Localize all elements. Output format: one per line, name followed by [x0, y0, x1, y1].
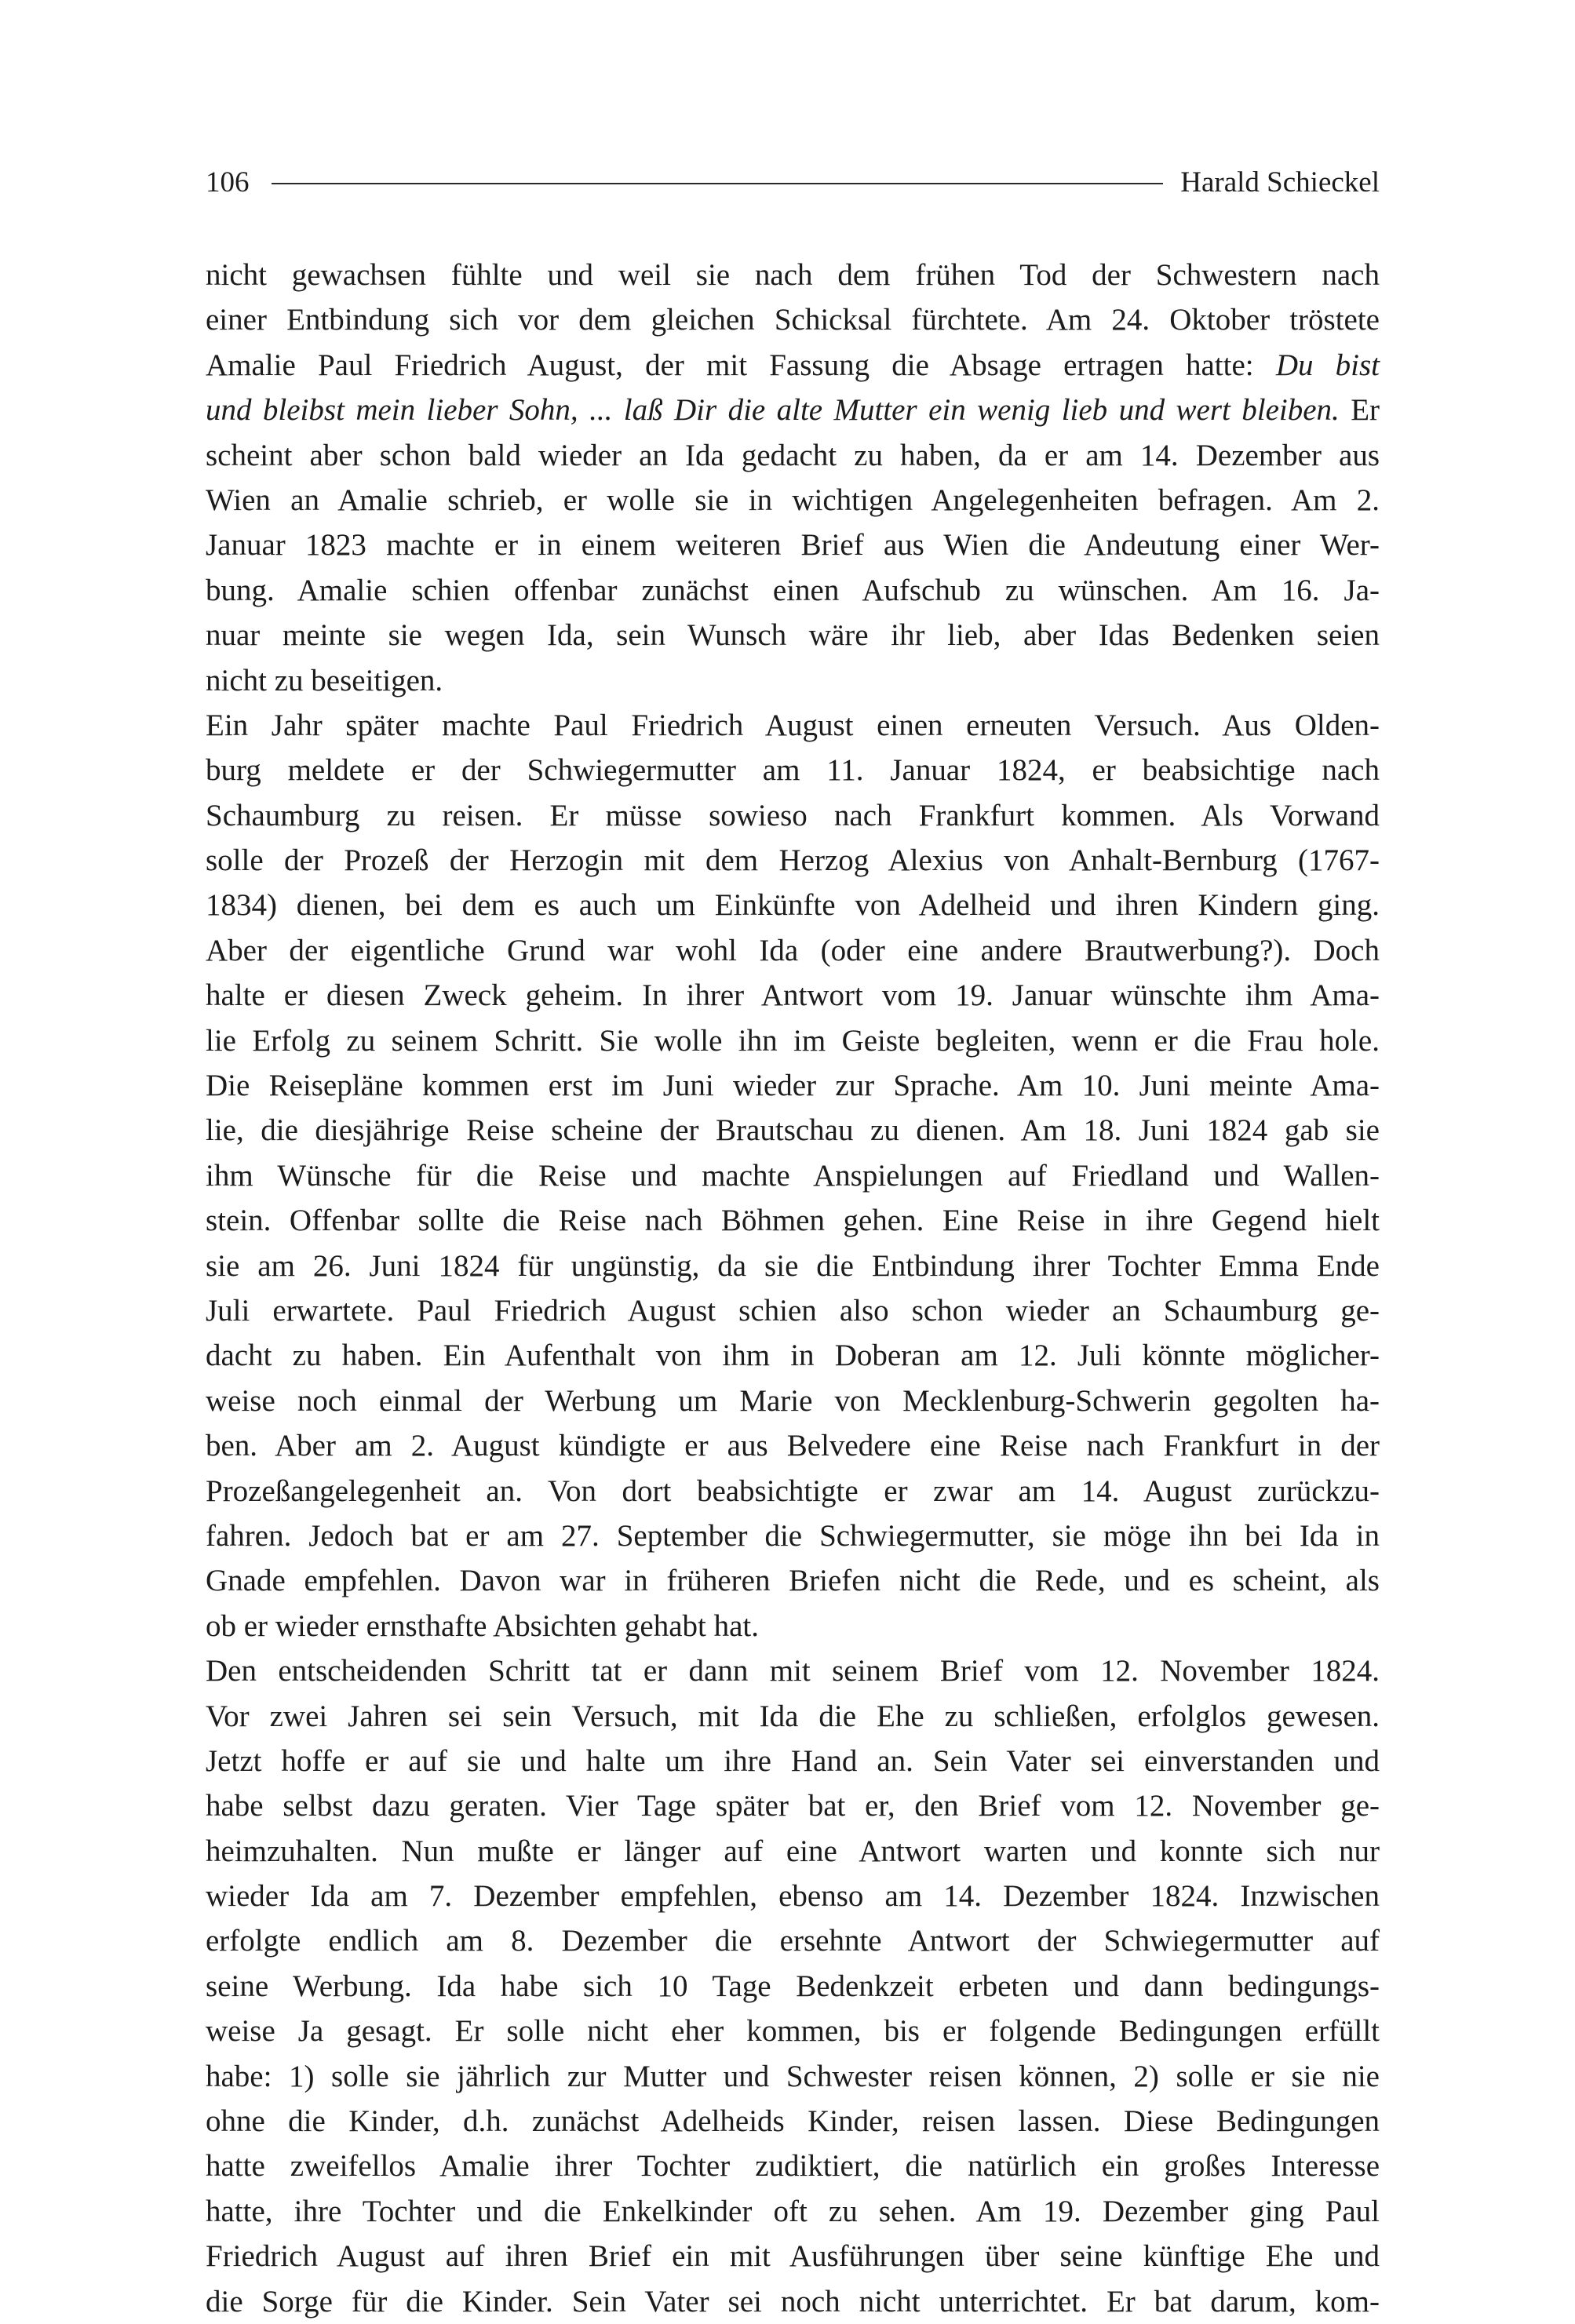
running-author: Harald Schieckel: [1180, 166, 1380, 199]
text-line: Den entscheidenden Schritt tat er dann mit seinem Brief vom 12. November 1824.: [206, 1654, 1380, 1688]
text-line: hatte zweifellos Amalie ihrer Tochter zudiktiert, die natürlich ein großes Interesse: [206, 2149, 1380, 2184]
text-line: einer Entbindung sich vor dem gleichen Schicksal fürchtete. Am 24. Oktober tröstete: [206, 303, 1380, 337]
text-line: fahren. Jedoch bat er am 27. September die Schwiegermutter, sie möge ihn bei Ida in: [206, 1518, 1380, 1553]
text-line: Gnade empfehlen. Davon war in früheren Briefen nicht die Rede, und es scheint, als: [206, 1564, 1380, 1598]
text-line: Amalie Paul Friedrich August, der mit Fassung die Absage ertragen hatte: Du bist: [206, 348, 1380, 382]
text-line: Juli erwartete. Paul Friedrich August schien also schon wieder an Schaumburg ge-: [206, 1293, 1380, 1328]
page-number: 106: [206, 166, 250, 199]
text-line: scheint aber schon bald wieder an Ida gedacht zu haben, da er am 14. Dezember aus: [206, 438, 1380, 472]
body-text: [206, 253, 1380, 2324]
text-line: weise Ja gesagt. Er solle nicht eher kommen, bis er folgende Bedingungen erfüllt: [206, 2014, 1380, 2049]
text-line: habe selbst dazu geraten. Vier Tage später bat er, den Brief vom 12. November ge-: [206, 1789, 1380, 1823]
text-line: 1834) dienen, bei dem es auch um Einkünfte von Adelheid und ihren Kindern ging.: [206, 888, 1380, 923]
text-line: Friedrich August auf ihren Brief ein mit Ausführungen über seine künftige Ehe und: [206, 2239, 1380, 2274]
text-line: Wien an Amalie schrieb, er wolle sie in wichtigen Angelegenheiten befragen. Am 2.: [206, 483, 1380, 517]
text-line: wieder Ida am 7. Dezember empfehlen, ebenso am 14. Dezember 1824. Inzwischen: [206, 1879, 1380, 1914]
text-line: lie, die diesjährige Reise scheine der Brautschau zu dienen. Am 18. Juni 1824 gab sie: [206, 1113, 1380, 1148]
text-line: nicht gewachsen fühlte und weil sie nach dem frühen Tod der Schwestern nach: [206, 258, 1380, 292]
text-line: hatte, ihre Tochter und die Enkelkinder oft zu sehen. Am 19. Dezember ging Paul: [206, 2194, 1380, 2228]
paragraph-end-line: nicht zu beseitigen.: [206, 663, 443, 698]
text-line: solle der Prozeß der Herzogin mit dem Herzog Alexius von Anhalt-Bernburg (1767-: [206, 843, 1380, 878]
text-line: die Sorge für die Kinder. Sein Vater sei noch nicht unterrichtet. Er bat darum, kom-: [206, 2284, 1380, 2319]
text-line: Jetzt hoffe er auf sie und halte um ihre Hand an. Sein Vater sei einverstanden und: [206, 1743, 1380, 1778]
text-line: habe: 1) solle sie jährlich zur Mutter und Schwester reisen können, 2) solle er sie nie: [206, 2059, 1380, 2093]
text-line: ben. Aber am 2. August kündigte er aus Belvedere eine Reise nach Frankfurt in der: [206, 1429, 1380, 1463]
text-line: lie Erfolg zu seinem Schritt. Sie wolle ihn im Geiste begleiten, wenn er die Frau hole.: [206, 1023, 1380, 1058]
text-line: Die Reisepläne kommen erst im Juni wieder zur Sprache. Am 10. Juni meinte Ama-: [206, 1069, 1380, 1103]
header-rule: [272, 183, 1164, 184]
text-line: bung. Amalie schien offenbar zunächst einen Aufschub zu wünschen. Am 16. Ja-: [206, 573, 1380, 607]
text-line: weise noch einmal der Werbung um Marie von Mecklenburg-Schwerin gegolten ha-: [206, 1383, 1380, 1418]
quote-italic: und bleibst mein lieber Sohn, ... laß Dir die alte Mutter ein wenig lieb und wert bleiben.: [206, 393, 1340, 428]
text-line: ohne die Kinder, d.h. zunächst Adelheids Kinder, reisen lassen. Diese Bedingungen: [206, 2104, 1380, 2139]
text-line: Vor zwei Jahren sei sein Versuch, mit Ida die Ehe zu schließen, erfolglos gewesen.: [206, 1699, 1380, 1733]
text-line: Schaumburg zu reisen. Er müsse sowieso nach Frankfurt kommen. Als Vorwand: [206, 798, 1380, 832]
text-line: dacht zu haben. Ein Aufenthalt von ihm in Doberan am 12. Juli könnte möglicher-: [206, 1339, 1380, 1373]
text-line: und bleibst mein lieber Sohn, ... laß Dir die alte Mutter ein wenig lieb und wert bleiben. Er: [206, 393, 1380, 428]
text-line: Aber der eigentliche Grund war wohl Ida (oder eine andere Brautwerbung?). Doch: [206, 933, 1380, 967]
text-line: seine Werbung. Ida habe sich 10 Tage Bedenkzeit erbeten und dann bedingungs-: [206, 1969, 1380, 2003]
text-line: ihm Wünsche für die Reise und machte Anspielungen auf Friedland und Wallen-: [206, 1158, 1380, 1193]
text-line: sie am 26. Juni 1824 für ungünstig, da sie die Entbindung ihrer Tochter Emma Ende: [206, 1248, 1380, 1283]
paragraph-end-line: ob er wieder ernsthafte Absichten gehabt hat.: [206, 1608, 759, 1643]
text-line: stein. Offenbar sollte die Reise nach Böhmen gehen. Eine Reise in ihre Gegend hielt: [206, 1204, 1380, 1238]
quote-italic: Du bist: [1275, 348, 1380, 382]
running-header: [206, 158, 1380, 206]
text-line: Prozeßangelegenheit an. Von dort beabsichtigte er zwar am 14. August zurückzu-: [206, 1473, 1380, 1508]
text-line: Ein Jahr später machte Paul Friedrich August einen erneuten Versuch. Aus Olden-: [206, 708, 1380, 742]
text-line: burg meldete er der Schwiegermutter am 11. Januar 1824, er beabsichtige nach: [206, 753, 1380, 788]
text-line: Januar 1823 machte er in einem weiteren Brief aus Wien die Andeutung einer Wer-: [206, 528, 1380, 563]
text-line: erfolgte endlich am 8. Dezember die ersehnte Antwort der Schwiegermutter auf: [206, 1924, 1380, 1958]
text-line: nuar meinte sie wegen Ida, sein Wunsch wäre ihr lieb, aber Idas Bedenken seien: [206, 618, 1380, 653]
text-line: halte er diesen Zweck geheim. In ihrer Antwort vom 19. Januar wünschte ihm Ama-: [206, 978, 1380, 1013]
text-line: heimzuhalten. Nun mußte er länger auf eine Antwort warten und konnte sich nur: [206, 1834, 1380, 1868]
